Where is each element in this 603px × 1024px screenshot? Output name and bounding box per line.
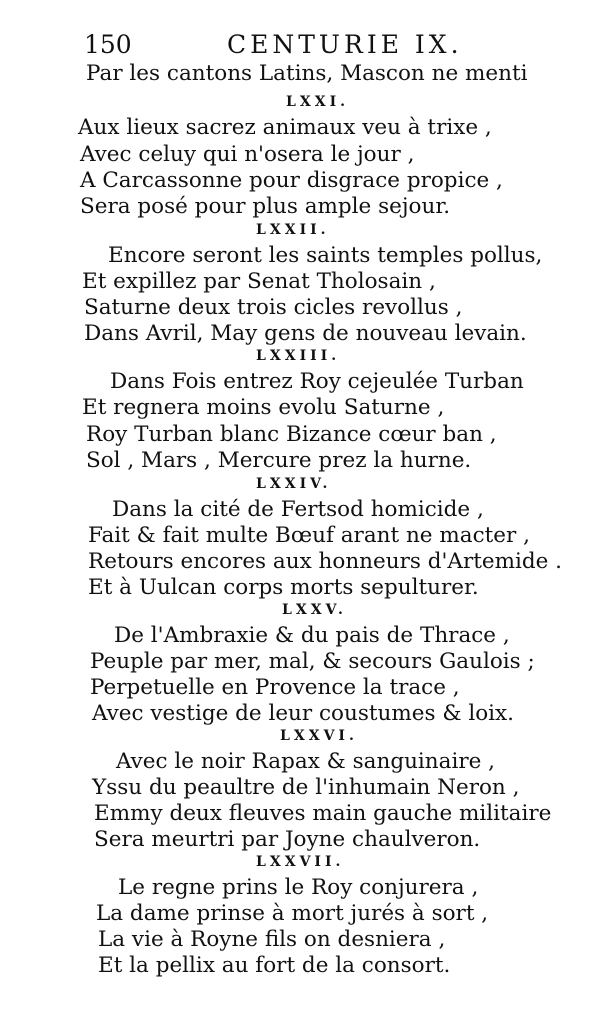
- verse-line: Et la pellix au fort de la consort.: [98, 953, 451, 978]
- page-header: [84, 30, 464, 60]
- quatrain-numeral: LXXVII.: [256, 854, 345, 870]
- quatrain-numeral: LXXI.: [286, 94, 349, 110]
- quatrain-numeral: LXXII.: [256, 222, 330, 238]
- verse-line: Roy Turban blanc Bizance cœur ban ,: [86, 422, 497, 447]
- verse-line: Fait & fait multe Bœuf arant ne macter ,: [88, 523, 530, 548]
- verse-line: Dans Fois entrez Roy cejeulée Turban: [110, 369, 524, 394]
- verse-line: Dans la cité de Fertsod homicide ,: [112, 497, 484, 522]
- verse-line: Et regnera moins evolu Saturne ,: [82, 395, 445, 420]
- verse-line: Sera posé pour plus ample sejour.: [80, 194, 451, 219]
- verse-line: Et expillez par Senat Tholosain ,: [82, 269, 436, 294]
- verse-line: La dame prinse à mort jurés à sort ,: [96, 901, 489, 926]
- verse-line: Yssu du peaultre de l'inhumain Neron ,: [92, 775, 520, 800]
- verse-line: A Carcassonne pour disgrace propice ,: [80, 168, 503, 193]
- verse-line: Emmy deux fleuves main gauche militaire: [94, 801, 552, 826]
- verse-line: Avec celuy qui n'osera le jour ,: [80, 142, 415, 167]
- verse-line: Dans Avril, May gens de nouveau levain.: [84, 321, 527, 346]
- quatrain-numeral: LXXIII.: [256, 348, 341, 364]
- quatrain-numeral: LXXVI.: [280, 728, 358, 744]
- verse-line: Saturne deux trois cicles revollus ,: [84, 295, 463, 320]
- verse-line: Sol , Mars , Mercure prez la hurne.: [86, 448, 472, 473]
- verse-line: Sera meurtri par Joyne chaulveron.: [94, 827, 481, 852]
- verse-line: Et à Uulcan corps morts sepulturer.: [88, 575, 479, 600]
- running-title: CENTURIE IX.: [227, 30, 463, 59]
- verse-line: Encore seront les saints temples pollus,: [108, 243, 543, 268]
- quatrain-numeral: LXXIV.: [256, 476, 332, 492]
- verse-line: Peuple par mer, mal, & secours Gaulois ;: [90, 649, 535, 674]
- verse-line: De l'Ambraxie & du pais de Thrace ,: [114, 623, 510, 648]
- opening-line: Par les cantons Latins, Mascon ne menti: [86, 61, 528, 86]
- verse-line: Le regne prins le Roy conjurera ,: [118, 875, 479, 900]
- verse-line: Aux lieux sacrez animaux veu à trixe ,: [78, 115, 492, 140]
- verse-line: La vie à Royne fils on desniera ,: [98, 927, 446, 952]
- verse-line: Avec vestige de leur coustumes & loix.: [92, 701, 514, 726]
- quatrain-numeral: LXXV.: [282, 602, 347, 618]
- verse-line: Perpetuelle en Provence la trace ,: [90, 675, 460, 700]
- verse-line: Avec le noir Rapax & sanguinaire ,: [116, 749, 496, 774]
- page-number: 150: [84, 30, 132, 59]
- verse-line: Retours encores aux honneurs d'Artemide .: [88, 549, 562, 574]
